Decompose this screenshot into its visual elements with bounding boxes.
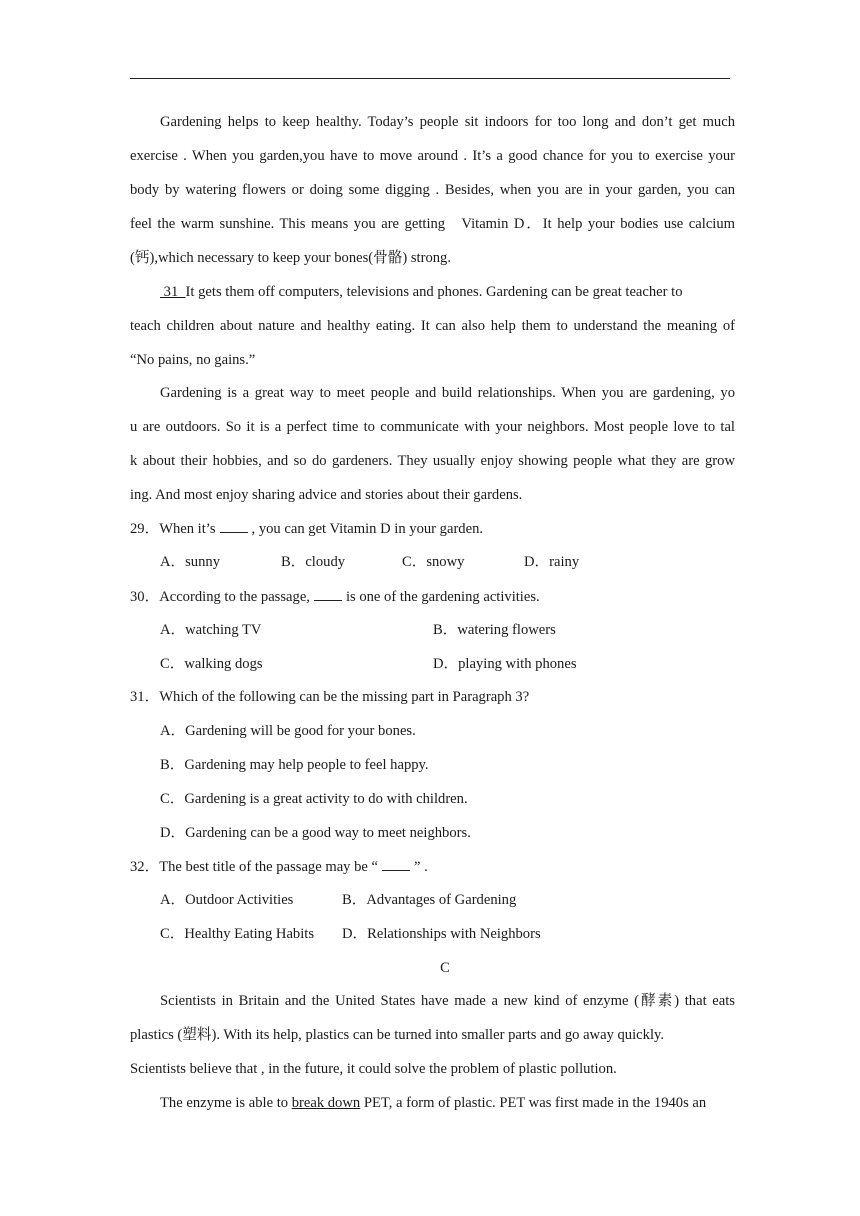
- passage-c-heading: C: [440, 960, 450, 976]
- question-29-post: , you can get Vitamin D in your garden.: [251, 521, 484, 537]
- q30-option-a[interactable]: A．watching TV: [160, 622, 262, 638]
- passage-c-p2-line-1: [160, 1094, 735, 1112]
- q30-option-d[interactable]: D．playing with phones: [433, 656, 577, 672]
- question-30-pre: 30．According to the passage,: [130, 589, 310, 605]
- answer-blank[interactable]: [220, 519, 248, 533]
- question-32-pre: 32．The best title of the passage may be “: [130, 859, 379, 875]
- question-32-post: ” .: [414, 859, 428, 875]
- underlined-phrase: break down: [291, 1095, 361, 1111]
- passage-b-p2-line-2: teach children about nature and healthy eating. It can also help them to understand the meaning of: [130, 318, 735, 334]
- question-31: 31．Which of the following can be the missing part in Paragraph 3?: [130, 689, 530, 705]
- q29-option-d[interactable]: D．rainy: [524, 554, 580, 570]
- answer-blank[interactable]: [314, 587, 342, 601]
- question-29-pre: 29．When it’s: [130, 521, 216, 537]
- passage-b-p1-line-3: body by watering flowers or doing some digging . Besides, when you are in your garden, you can: [130, 182, 735, 198]
- q32-option-a[interactable]: A．Outdoor Activities: [160, 892, 294, 908]
- blank-31: 31: [160, 284, 186, 300]
- question-29: [130, 519, 735, 538]
- passage-b-p1-line-5: (钙),which necessary to keep your bones(骨骼) strong.: [130, 250, 451, 266]
- passage-b-p2-text: It gets them off computers, televisions and phones. Gardening can be great teacher to: [185, 284, 683, 300]
- passage-b-p3-line-3: k about their hobbies, and so do gardeners. They usually enjoy showing people what they are grow: [130, 453, 735, 469]
- passage-b-p3-line-4: ing. And most enjoy sharing advice and stories about their gardens.: [130, 487, 523, 503]
- answer-blank[interactable]: [382, 857, 410, 871]
- q31-option-b[interactable]: B．Gardening may help people to feel happy.: [160, 757, 429, 773]
- passage-b-p2-line-3: “No pains, no gains.”: [130, 352, 256, 368]
- passage-c-p1-line-3: Scientists believe that , in the future, it could solve the problem of plastic pollution.: [130, 1061, 617, 1077]
- passage-c-p2-pre: The enzyme is able to: [160, 1095, 292, 1111]
- q29-option-a[interactable]: A．sunny: [160, 554, 220, 570]
- q29-option-c[interactable]: C．snowy: [402, 554, 465, 570]
- q32-option-c[interactable]: C．Healthy Eating Habits: [160, 926, 315, 942]
- passage-c-p1-line-1: Scientists in Britain and the United States have made a new kind of enzyme (酵素) that eats: [160, 993, 735, 1009]
- passage-b-p1-line-4: feel the warm sunshine. This means you are getting Vitamin D．It help your bodies use calcium: [130, 216, 735, 232]
- q32-option-d[interactable]: D．Relationships with Neighbors: [342, 926, 541, 942]
- q32-option-b[interactable]: B．Advantages of Gardening: [342, 892, 517, 908]
- passage-b-p2-line-1: [160, 283, 735, 301]
- passage-c-p2-post: PET, a form of plastic. PET was first made in the 1940s an: [360, 1095, 707, 1111]
- passage-b-p1-line-2: exercise . When you garden,you have to move around . It’s a good chance for you to exercise your: [130, 148, 735, 164]
- q29-option-b[interactable]: B．cloudy: [281, 554, 346, 570]
- question-32: [130, 857, 735, 876]
- question-30: [130, 587, 735, 606]
- q30-option-c[interactable]: C．walking dogs: [160, 656, 263, 672]
- passage-b-p3-line-1: Gardening is a great way to meet people and build relationships. When you are gardening, yo: [160, 385, 735, 401]
- q31-option-d[interactable]: D．Gardening can be a good way to meet neighbors.: [160, 825, 471, 841]
- passage-b-p1-line-1: Gardening helps to keep healthy. Today’s people sit indoors for too long and don’t get much: [160, 114, 735, 130]
- passage-b-p3-line-2: u are outdoors. So it is a perfect time to communicate with your neighbors. Most people love to tal: [130, 419, 735, 435]
- question-30-post: is one of the gardening activities.: [345, 589, 540, 605]
- passage-c-p1-line-2: plastics (塑料). With its help, plastics can be turned into smaller parts and go away quickly.: [130, 1027, 664, 1043]
- q31-option-c[interactable]: C．Gardening is a great activity to do with children.: [160, 791, 468, 807]
- q30-option-b[interactable]: B．watering flowers: [433, 622, 556, 638]
- q31-option-a[interactable]: A．Gardening will be good for your bones.: [160, 723, 416, 739]
- header-rule: [130, 78, 730, 79]
